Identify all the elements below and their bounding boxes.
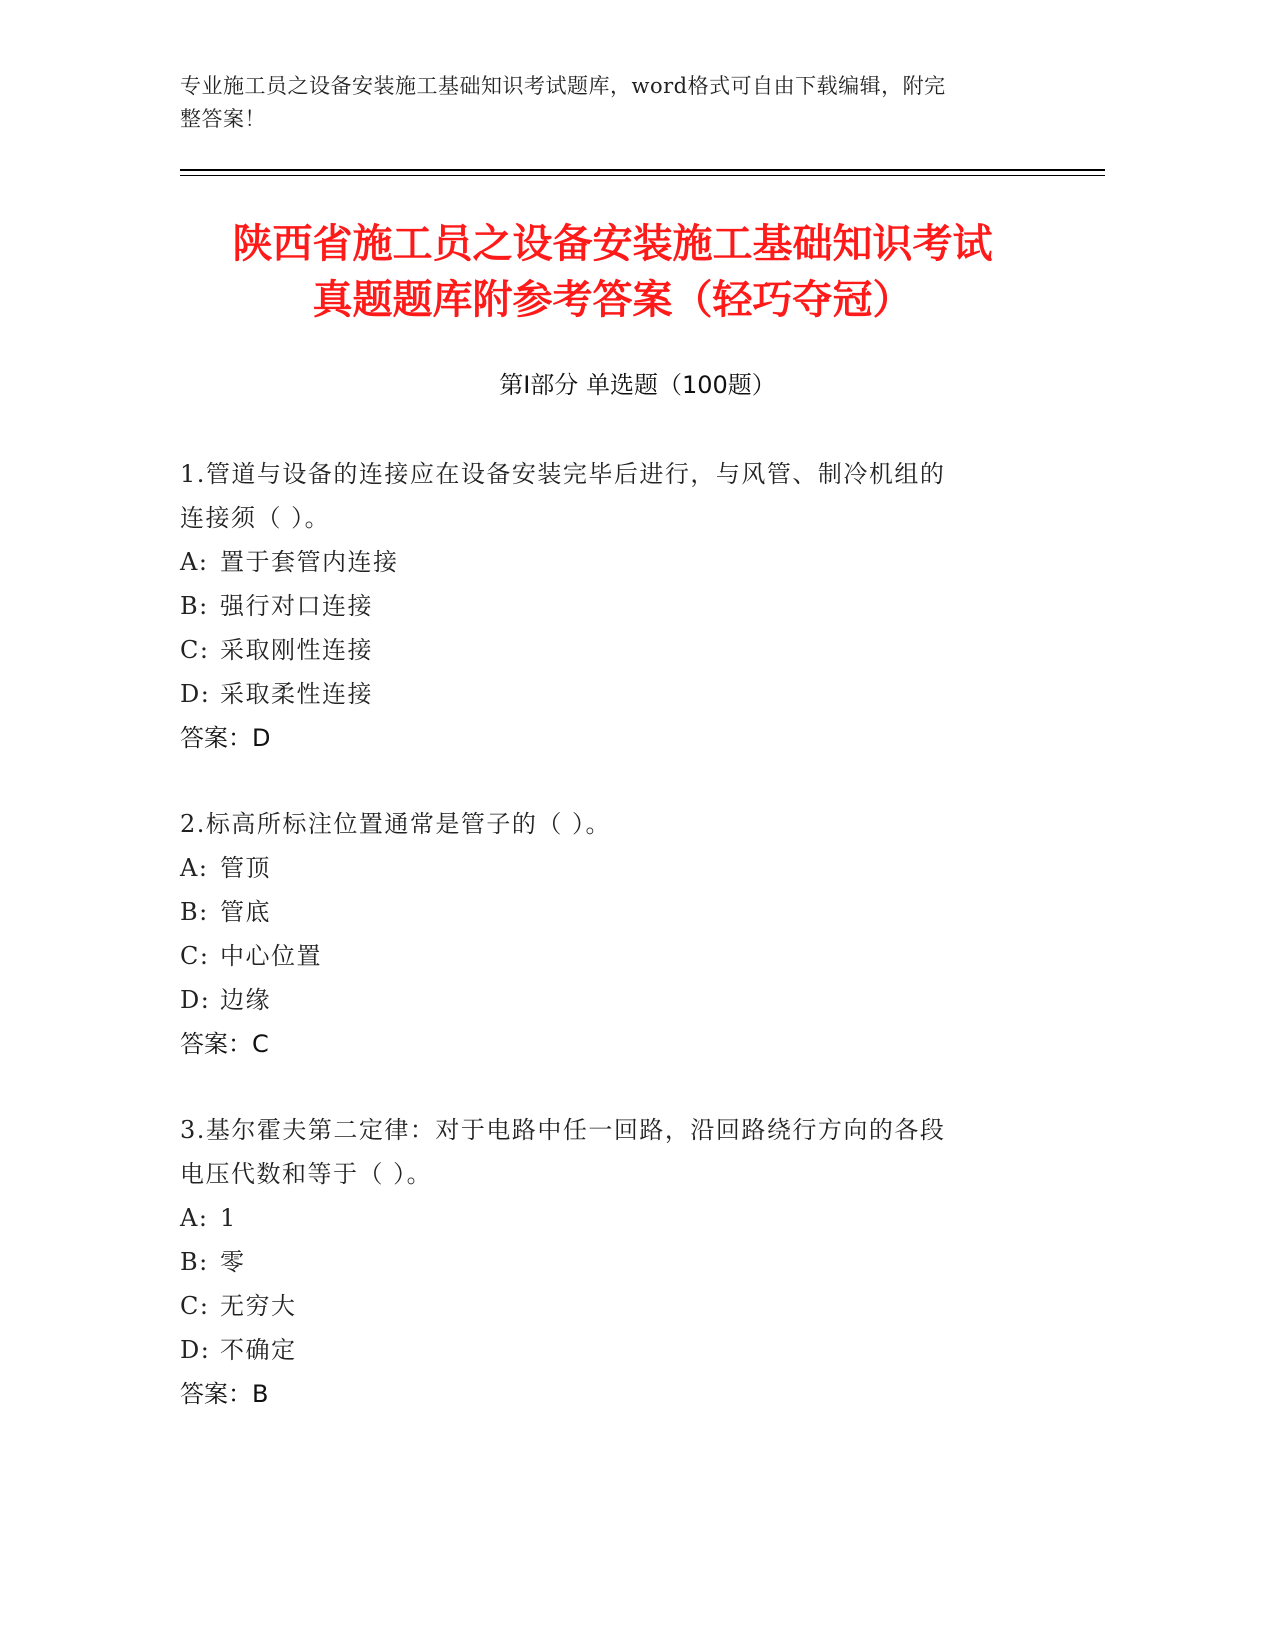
header-divider-thin xyxy=(180,175,1105,176)
question-stem-line-2: 连接须（ ）。 xyxy=(180,504,331,532)
option-letter: A: xyxy=(180,548,209,576)
option-text: 管底 xyxy=(220,898,271,926)
question-stem-line-1: 2.标高所标注位置通常是管子的（ ）。 xyxy=(180,810,612,838)
option-text: 中心位置 xyxy=(220,942,322,970)
answer-line: 答案：C xyxy=(180,1030,269,1058)
option-letter: C: xyxy=(180,1292,210,1320)
question-list xyxy=(180,452,1060,1458)
option-text: 零 xyxy=(220,1248,246,1276)
option-letter: B: xyxy=(180,592,209,620)
header-note-line-1: 专业施工员之设备安装施工基础知识考试题库，word格式可自由下载编辑，附完 xyxy=(180,74,946,98)
option-text: 无穷大 xyxy=(220,1292,297,1320)
answer-line: 答案：D xyxy=(180,724,271,752)
option-b xyxy=(180,1240,1060,1284)
document-title-line-1: 陕西省施工员之设备安装施工基础知识考试 xyxy=(232,221,993,267)
document-title-line-2: 真题题库附参考答案（轻巧夺冠） xyxy=(312,277,913,323)
question-stem-line-1: 1.管道与设备的连接应在设备安装完毕后进行，与风管、制冷机组的 xyxy=(180,460,946,488)
question-3 xyxy=(180,1108,1060,1416)
answer-line: 答案：B xyxy=(180,1380,269,1408)
option-text: 强行对口连接 xyxy=(220,592,373,620)
option-letter: D: xyxy=(180,986,211,1014)
section-heading: 第Ⅰ部分 单选题（100题） xyxy=(499,371,776,399)
header-note xyxy=(180,70,1030,136)
option-d xyxy=(180,672,1060,716)
header-note-line-2: 整答案！ xyxy=(180,107,266,131)
option-d xyxy=(180,1328,1060,1372)
option-a xyxy=(180,540,1060,584)
option-text: 1 xyxy=(220,1204,237,1232)
option-letter: B: xyxy=(180,898,209,926)
question-stem-line-2: 电压代数和等于（ ）。 xyxy=(180,1160,433,1188)
option-a xyxy=(180,846,1060,890)
option-text: 置于套管内连接 xyxy=(220,548,399,576)
header-divider-thick xyxy=(180,169,1105,171)
option-letter: C: xyxy=(180,636,210,664)
option-c xyxy=(180,934,1060,978)
option-b xyxy=(180,584,1060,628)
option-d xyxy=(180,978,1060,1022)
option-letter: A: xyxy=(180,1204,209,1232)
option-b xyxy=(180,890,1060,934)
option-text: 边缘 xyxy=(220,986,271,1014)
option-text: 采取刚性连接 xyxy=(220,636,373,664)
option-letter: C: xyxy=(180,942,210,970)
option-letter: B: xyxy=(180,1248,209,1276)
question-1 xyxy=(180,452,1060,760)
option-c xyxy=(180,1284,1060,1328)
question-2 xyxy=(180,802,1060,1066)
option-text: 采取柔性连接 xyxy=(220,680,373,708)
document-title xyxy=(150,216,1075,328)
option-a xyxy=(180,1196,1060,1240)
option-letter: A: xyxy=(180,854,209,882)
option-text: 不确定 xyxy=(220,1336,297,1364)
question-stem-line-1: 3.基尔霍夫第二定律：对于电路中任一回路，沿回路绕行方向的各段 xyxy=(180,1116,946,1144)
option-text: 管顶 xyxy=(220,854,271,882)
option-c xyxy=(180,628,1060,672)
option-letter: D: xyxy=(180,680,211,708)
option-letter: D: xyxy=(180,1336,211,1364)
